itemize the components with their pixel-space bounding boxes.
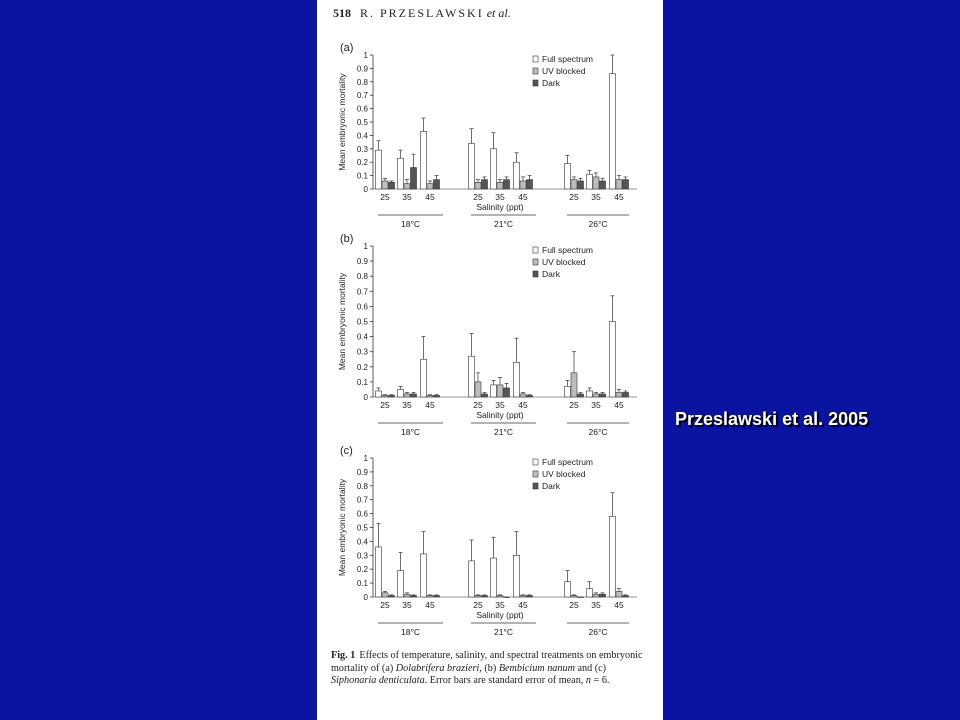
x-tick-label: 35 bbox=[402, 192, 412, 202]
y-tick-label: 0.9 bbox=[356, 64, 368, 74]
y-axis-label: Mean embryonic mortality bbox=[337, 478, 347, 577]
x-tick-label: 25 bbox=[380, 192, 390, 202]
x-tick-label: 35 bbox=[495, 192, 505, 202]
bar-dark bbox=[482, 180, 488, 189]
bar-dark bbox=[389, 182, 395, 189]
legend-swatch bbox=[533, 271, 538, 277]
legend-label: UV blocked bbox=[542, 469, 586, 479]
x-tick-label: 25 bbox=[473, 600, 483, 610]
bar-dark bbox=[482, 596, 488, 597]
bar-full-spectrum bbox=[610, 322, 616, 398]
bar-dark bbox=[527, 596, 533, 597]
x-tick-label: 35 bbox=[402, 400, 412, 410]
bar-dark bbox=[527, 395, 533, 397]
bar-dark bbox=[411, 394, 417, 397]
group-label: 18°C bbox=[401, 427, 420, 437]
bar-full-spectrum bbox=[565, 386, 571, 397]
bar-dark bbox=[600, 181, 606, 189]
bar-full-spectrum bbox=[514, 555, 520, 597]
y-axis-label: Mean embryonic mortality bbox=[337, 272, 347, 371]
legend-label: Dark bbox=[542, 269, 560, 279]
y-tick-label: 0.5 bbox=[356, 118, 368, 127]
bar-uv-blocked bbox=[571, 373, 577, 397]
bar-dark bbox=[434, 395, 440, 397]
x-tick-label: 35 bbox=[591, 192, 601, 202]
x-tick-label: 25 bbox=[380, 600, 390, 610]
x-tick-label: 45 bbox=[614, 400, 624, 410]
citation-label: Przeslawski et al. 2005 bbox=[675, 409, 869, 429]
legend-swatch bbox=[533, 80, 538, 86]
bar-uv-blocked bbox=[404, 184, 410, 189]
x-tick-label: 45 bbox=[518, 600, 528, 610]
bar-dark bbox=[434, 596, 440, 597]
bar-dark bbox=[623, 596, 629, 597]
y-tick-label: 0.6 bbox=[356, 104, 368, 114]
bar-dark bbox=[623, 180, 629, 189]
caption-species-2: Bembicium nanum bbox=[498, 662, 575, 674]
x-tick-label: 35 bbox=[591, 400, 601, 410]
bar-dark bbox=[504, 597, 510, 598]
group-label: 26°C bbox=[588, 219, 608, 229]
bar-full-spectrum bbox=[398, 389, 404, 397]
journal-page bbox=[317, 0, 663, 720]
bar-uv-blocked bbox=[497, 596, 503, 597]
y-tick-label: 0.3 bbox=[356, 551, 368, 561]
y-tick-label: 0.1 bbox=[356, 377, 368, 387]
caption-text-2: , (b) bbox=[479, 662, 499, 674]
bar-dark bbox=[434, 180, 440, 189]
y-axis-label: Mean embryonic mortality bbox=[337, 73, 347, 171]
bar-uv-blocked bbox=[571, 596, 577, 597]
bar-dark bbox=[600, 394, 606, 397]
bar-uv-blocked bbox=[427, 596, 433, 597]
y-tick-label: 0.6 bbox=[356, 509, 368, 519]
y-tick-label: 0.8 bbox=[356, 272, 368, 282]
y-tick-label: 0.9 bbox=[356, 257, 368, 267]
y-tick-label: 0.6 bbox=[356, 302, 368, 312]
bar-full-spectrum bbox=[565, 582, 571, 597]
bar-dark bbox=[578, 394, 584, 397]
group-label: 21°C bbox=[494, 627, 513, 637]
y-tick-label: 0 bbox=[363, 393, 368, 402]
bar-dark bbox=[504, 388, 510, 397]
x-tick-label: 45 bbox=[614, 600, 624, 610]
x-axis-label: Salinity (ppt) bbox=[476, 610, 524, 620]
bar-full-spectrum bbox=[565, 164, 571, 189]
page-number: 518 bbox=[333, 6, 351, 20]
x-tick-label: 35 bbox=[495, 600, 505, 610]
page-etal: et al. bbox=[486, 6, 511, 20]
bar-full-spectrum bbox=[491, 558, 497, 597]
caption-species-1: Dolabrifera brazieri bbox=[395, 662, 480, 674]
y-tick-label: 0.1 bbox=[356, 579, 368, 589]
x-tick-label: 45 bbox=[518, 192, 528, 202]
x-tick-label: 45 bbox=[518, 400, 528, 410]
bar-dark bbox=[411, 168, 417, 189]
bar-full-spectrum bbox=[610, 516, 616, 597]
x-tick-label: 35 bbox=[591, 600, 601, 610]
group-label: 26°C bbox=[588, 427, 608, 437]
chart-panel-1 bbox=[337, 42, 637, 229]
y-tick-label: 0.2 bbox=[356, 158, 368, 168]
legend-label: Full spectrum bbox=[542, 54, 594, 64]
legend-swatch bbox=[533, 471, 538, 477]
x-tick-label: 25 bbox=[569, 600, 579, 610]
bar-uv-blocked bbox=[497, 385, 503, 397]
x-tick-label: 45 bbox=[425, 600, 435, 610]
x-axis-label: Salinity (ppt) bbox=[476, 410, 524, 420]
legend-label: Dark bbox=[542, 481, 560, 491]
legend-swatch bbox=[533, 56, 538, 62]
legend-swatch bbox=[533, 68, 538, 74]
group-label: 26°C bbox=[588, 627, 608, 637]
bar-full-spectrum bbox=[514, 362, 520, 397]
y-tick-label: 0 bbox=[363, 593, 368, 602]
x-tick-label: 45 bbox=[425, 400, 435, 410]
bar-full-spectrum bbox=[421, 359, 427, 397]
chart-panel-2 bbox=[337, 233, 637, 437]
y-tick-label: 0.9 bbox=[356, 467, 368, 477]
y-tick-label: 0.1 bbox=[356, 171, 368, 181]
legend-swatch bbox=[533, 483, 538, 489]
x-axis-label: Salinity (ppt) bbox=[476, 202, 524, 212]
caption-text-4: . Error bars are standard error of mean, bbox=[424, 675, 586, 687]
bar-dark bbox=[527, 180, 533, 189]
bar-full-spectrum bbox=[376, 150, 382, 189]
caption-n: n bbox=[585, 675, 591, 687]
panel-label: (b) bbox=[340, 233, 354, 245]
bar-uv-blocked bbox=[382, 181, 388, 189]
bar-full-spectrum bbox=[398, 571, 404, 597]
legend-swatch bbox=[533, 247, 538, 253]
y-tick-label: 0.5 bbox=[356, 317, 368, 327]
bar-uv-blocked bbox=[571, 180, 577, 189]
bar-uv-blocked bbox=[382, 395, 388, 397]
bar-full-spectrum bbox=[469, 356, 475, 397]
bar-full-spectrum bbox=[421, 131, 427, 189]
bar-full-spectrum bbox=[469, 143, 475, 189]
y-tick-label: 0.8 bbox=[356, 481, 368, 491]
x-tick-label: 25 bbox=[380, 400, 390, 410]
bar-uv-blocked bbox=[382, 593, 388, 597]
y-tick-label: 0.8 bbox=[356, 77, 368, 87]
x-tick-label: 25 bbox=[473, 400, 483, 410]
y-tick-label: 0.4 bbox=[356, 537, 368, 547]
y-tick-label: 0.7 bbox=[356, 287, 368, 297]
y-tick-label: 0.4 bbox=[356, 131, 368, 141]
bar-dark bbox=[389, 395, 395, 397]
y-tick-label: 1 bbox=[363, 242, 368, 251]
x-tick-label: 25 bbox=[569, 192, 579, 202]
y-tick-label: 0.2 bbox=[356, 362, 368, 372]
bar-uv-blocked bbox=[475, 596, 481, 597]
y-tick-label: 0.3 bbox=[356, 144, 368, 154]
bar-uv-blocked bbox=[520, 596, 526, 597]
bar-full-spectrum bbox=[491, 385, 497, 397]
group-label: 18°C bbox=[401, 219, 420, 229]
legend-swatch bbox=[533, 459, 538, 465]
bar-dark bbox=[504, 180, 510, 189]
x-tick-label: 45 bbox=[425, 192, 435, 202]
bar-uv-blocked bbox=[497, 182, 503, 189]
y-tick-label: 0.4 bbox=[356, 332, 368, 342]
bar-dark bbox=[389, 596, 395, 597]
x-tick-label: 25 bbox=[569, 400, 579, 410]
bar-uv-blocked bbox=[616, 392, 622, 397]
bar-uv-blocked bbox=[427, 184, 433, 189]
x-tick-label: 35 bbox=[402, 600, 412, 610]
group-label: 18°C bbox=[401, 627, 420, 637]
bar-full-spectrum bbox=[587, 589, 593, 597]
bar-uv-blocked bbox=[616, 180, 622, 189]
x-tick-label: 25 bbox=[473, 192, 483, 202]
page-author: R. PRZESLAWSKI bbox=[360, 6, 484, 20]
x-tick-label: 45 bbox=[614, 192, 624, 202]
legend-label: UV blocked bbox=[542, 257, 586, 267]
group-label: 21°C bbox=[494, 427, 513, 437]
bar-uv-blocked bbox=[520, 394, 526, 397]
bar-uv-blocked bbox=[593, 594, 599, 597]
figure-caption bbox=[331, 650, 653, 688]
chart-panel-3 bbox=[337, 445, 637, 637]
bar-full-spectrum bbox=[587, 391, 593, 397]
bar-uv-blocked bbox=[593, 394, 599, 397]
bar-uv-blocked bbox=[475, 182, 481, 189]
y-tick-label: 0 bbox=[363, 185, 368, 194]
bar-full-spectrum bbox=[514, 162, 520, 189]
y-tick-label: 0.7 bbox=[356, 495, 368, 505]
panel-label: (c) bbox=[340, 445, 353, 457]
y-tick-label: 0.2 bbox=[356, 565, 368, 575]
bar-uv-blocked bbox=[404, 594, 410, 597]
figure-1 bbox=[317, 0, 663, 650]
bar-full-spectrum bbox=[469, 561, 475, 597]
legend-label: Dark bbox=[542, 78, 560, 88]
y-tick-label: 0.7 bbox=[356, 91, 368, 101]
bar-full-spectrum bbox=[421, 554, 427, 597]
caption-text-3: and (c) bbox=[574, 662, 607, 674]
bar-dark bbox=[578, 181, 584, 189]
bar-full-spectrum bbox=[491, 149, 497, 189]
bar-dark bbox=[600, 594, 606, 597]
bar-full-spectrum bbox=[398, 158, 404, 189]
y-tick-label: 1 bbox=[363, 454, 368, 463]
bar-dark bbox=[411, 596, 417, 597]
legend-label: Full spectrum bbox=[542, 245, 594, 255]
group-label: 21°C bbox=[494, 219, 513, 229]
bar-uv-blocked bbox=[616, 591, 622, 597]
panel-label: (a) bbox=[340, 42, 354, 54]
bar-uv-blocked bbox=[593, 177, 599, 189]
caption-text-5: = 6. bbox=[591, 675, 610, 687]
bar-full-spectrum bbox=[376, 547, 382, 597]
caption-species-3: Siphonaria denticulata bbox=[331, 675, 425, 687]
caption-text-1: Effects of temperature, salinity, and spectral treatments on embryonic mortality of (a) bbox=[331, 650, 643, 674]
legend-label: UV blocked bbox=[542, 66, 586, 76]
bar-full-spectrum bbox=[610, 74, 616, 189]
bar-uv-blocked bbox=[475, 382, 481, 397]
bar-full-spectrum bbox=[376, 391, 382, 397]
bar-dark bbox=[578, 597, 584, 598]
caption-label: Fig. 1 bbox=[331, 650, 356, 661]
bar-uv-blocked bbox=[404, 394, 410, 397]
y-tick-label: 0.3 bbox=[356, 347, 368, 357]
legend-label: Full spectrum bbox=[542, 457, 594, 467]
bar-full-spectrum bbox=[587, 174, 593, 189]
bar-dark bbox=[623, 392, 629, 397]
y-tick-label: 1 bbox=[363, 51, 368, 60]
x-tick-label: 35 bbox=[495, 400, 505, 410]
bar-uv-blocked bbox=[520, 181, 526, 189]
bar-dark bbox=[482, 394, 488, 397]
legend-swatch bbox=[533, 259, 538, 265]
y-tick-label: 0.5 bbox=[356, 523, 368, 533]
bar-uv-blocked bbox=[427, 395, 433, 397]
